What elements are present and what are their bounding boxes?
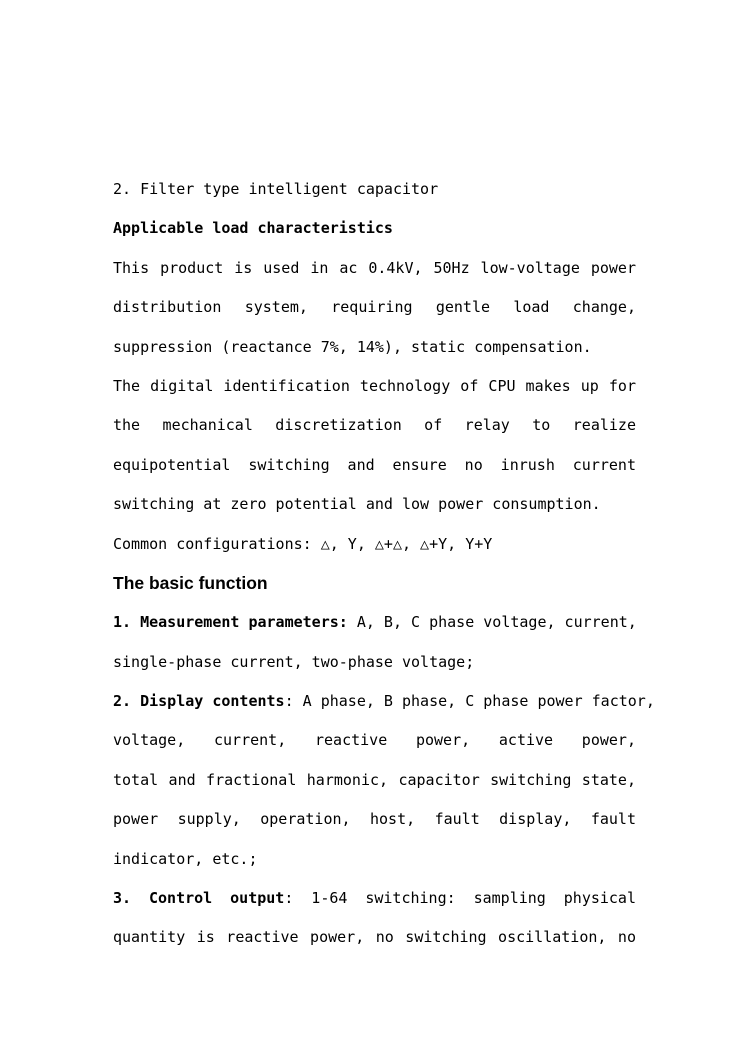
paragraph-line: single-phase current, two-phase voltage; bbox=[113, 652, 475, 671]
paragraph-line: voltage, current, reactive power, active power, bbox=[113, 731, 636, 750]
item-measurement: 1. Measurement parameters: A, B, C phase voltage, current, bbox=[113, 613, 637, 632]
paragraph-line: suppression (reactance 7%, 14%), static compensation. bbox=[113, 337, 592, 356]
paragraph-line: switching at zero potential and low power consumption. bbox=[113, 495, 601, 514]
item-control: 3. Control output: 1-64 switching: sampling physical bbox=[113, 889, 636, 908]
paragraph-line: indicator, etc.; bbox=[113, 849, 258, 868]
item-label: 3. Control output bbox=[113, 889, 285, 908]
item-label: 2. Display contents bbox=[113, 692, 285, 711]
item-label: 1. Measurement parameters: bbox=[113, 613, 348, 632]
paragraph-line: The digital identification technology of CPU makes up for bbox=[113, 376, 636, 395]
paragraph-line: quantity is reactive power, no switching oscillation, no bbox=[113, 928, 636, 947]
paragraph-line: This product is used in ac 0.4kV, 50Hz low-voltage power bbox=[113, 258, 636, 277]
paragraph-line: distribution system, requiring gentle load change, bbox=[113, 298, 636, 317]
paragraph-line: power supply, operation, host, fault display, fault bbox=[113, 810, 636, 829]
section-title: 2. Filter type intelligent capacitor bbox=[113, 180, 439, 198]
configurations-line: Common configurations: △, Y, △+△, △+Y, Y+Y bbox=[113, 534, 493, 553]
paragraph-line: total and fractional harmonic, capacitor switching state, bbox=[113, 770, 636, 789]
document-page bbox=[113, 170, 655, 958]
paragraph-line: the mechanical discretization of relay to realize bbox=[113, 416, 636, 435]
basic-function-heading: The basic function bbox=[113, 572, 268, 593]
item-display: 2. Display contents: A phase, B phase, C phase power factor, bbox=[113, 692, 655, 711]
paragraph-line: equipotential switching and ensure no inrush current bbox=[113, 455, 636, 474]
applicable-heading: Applicable load characteristics bbox=[113, 219, 393, 238]
